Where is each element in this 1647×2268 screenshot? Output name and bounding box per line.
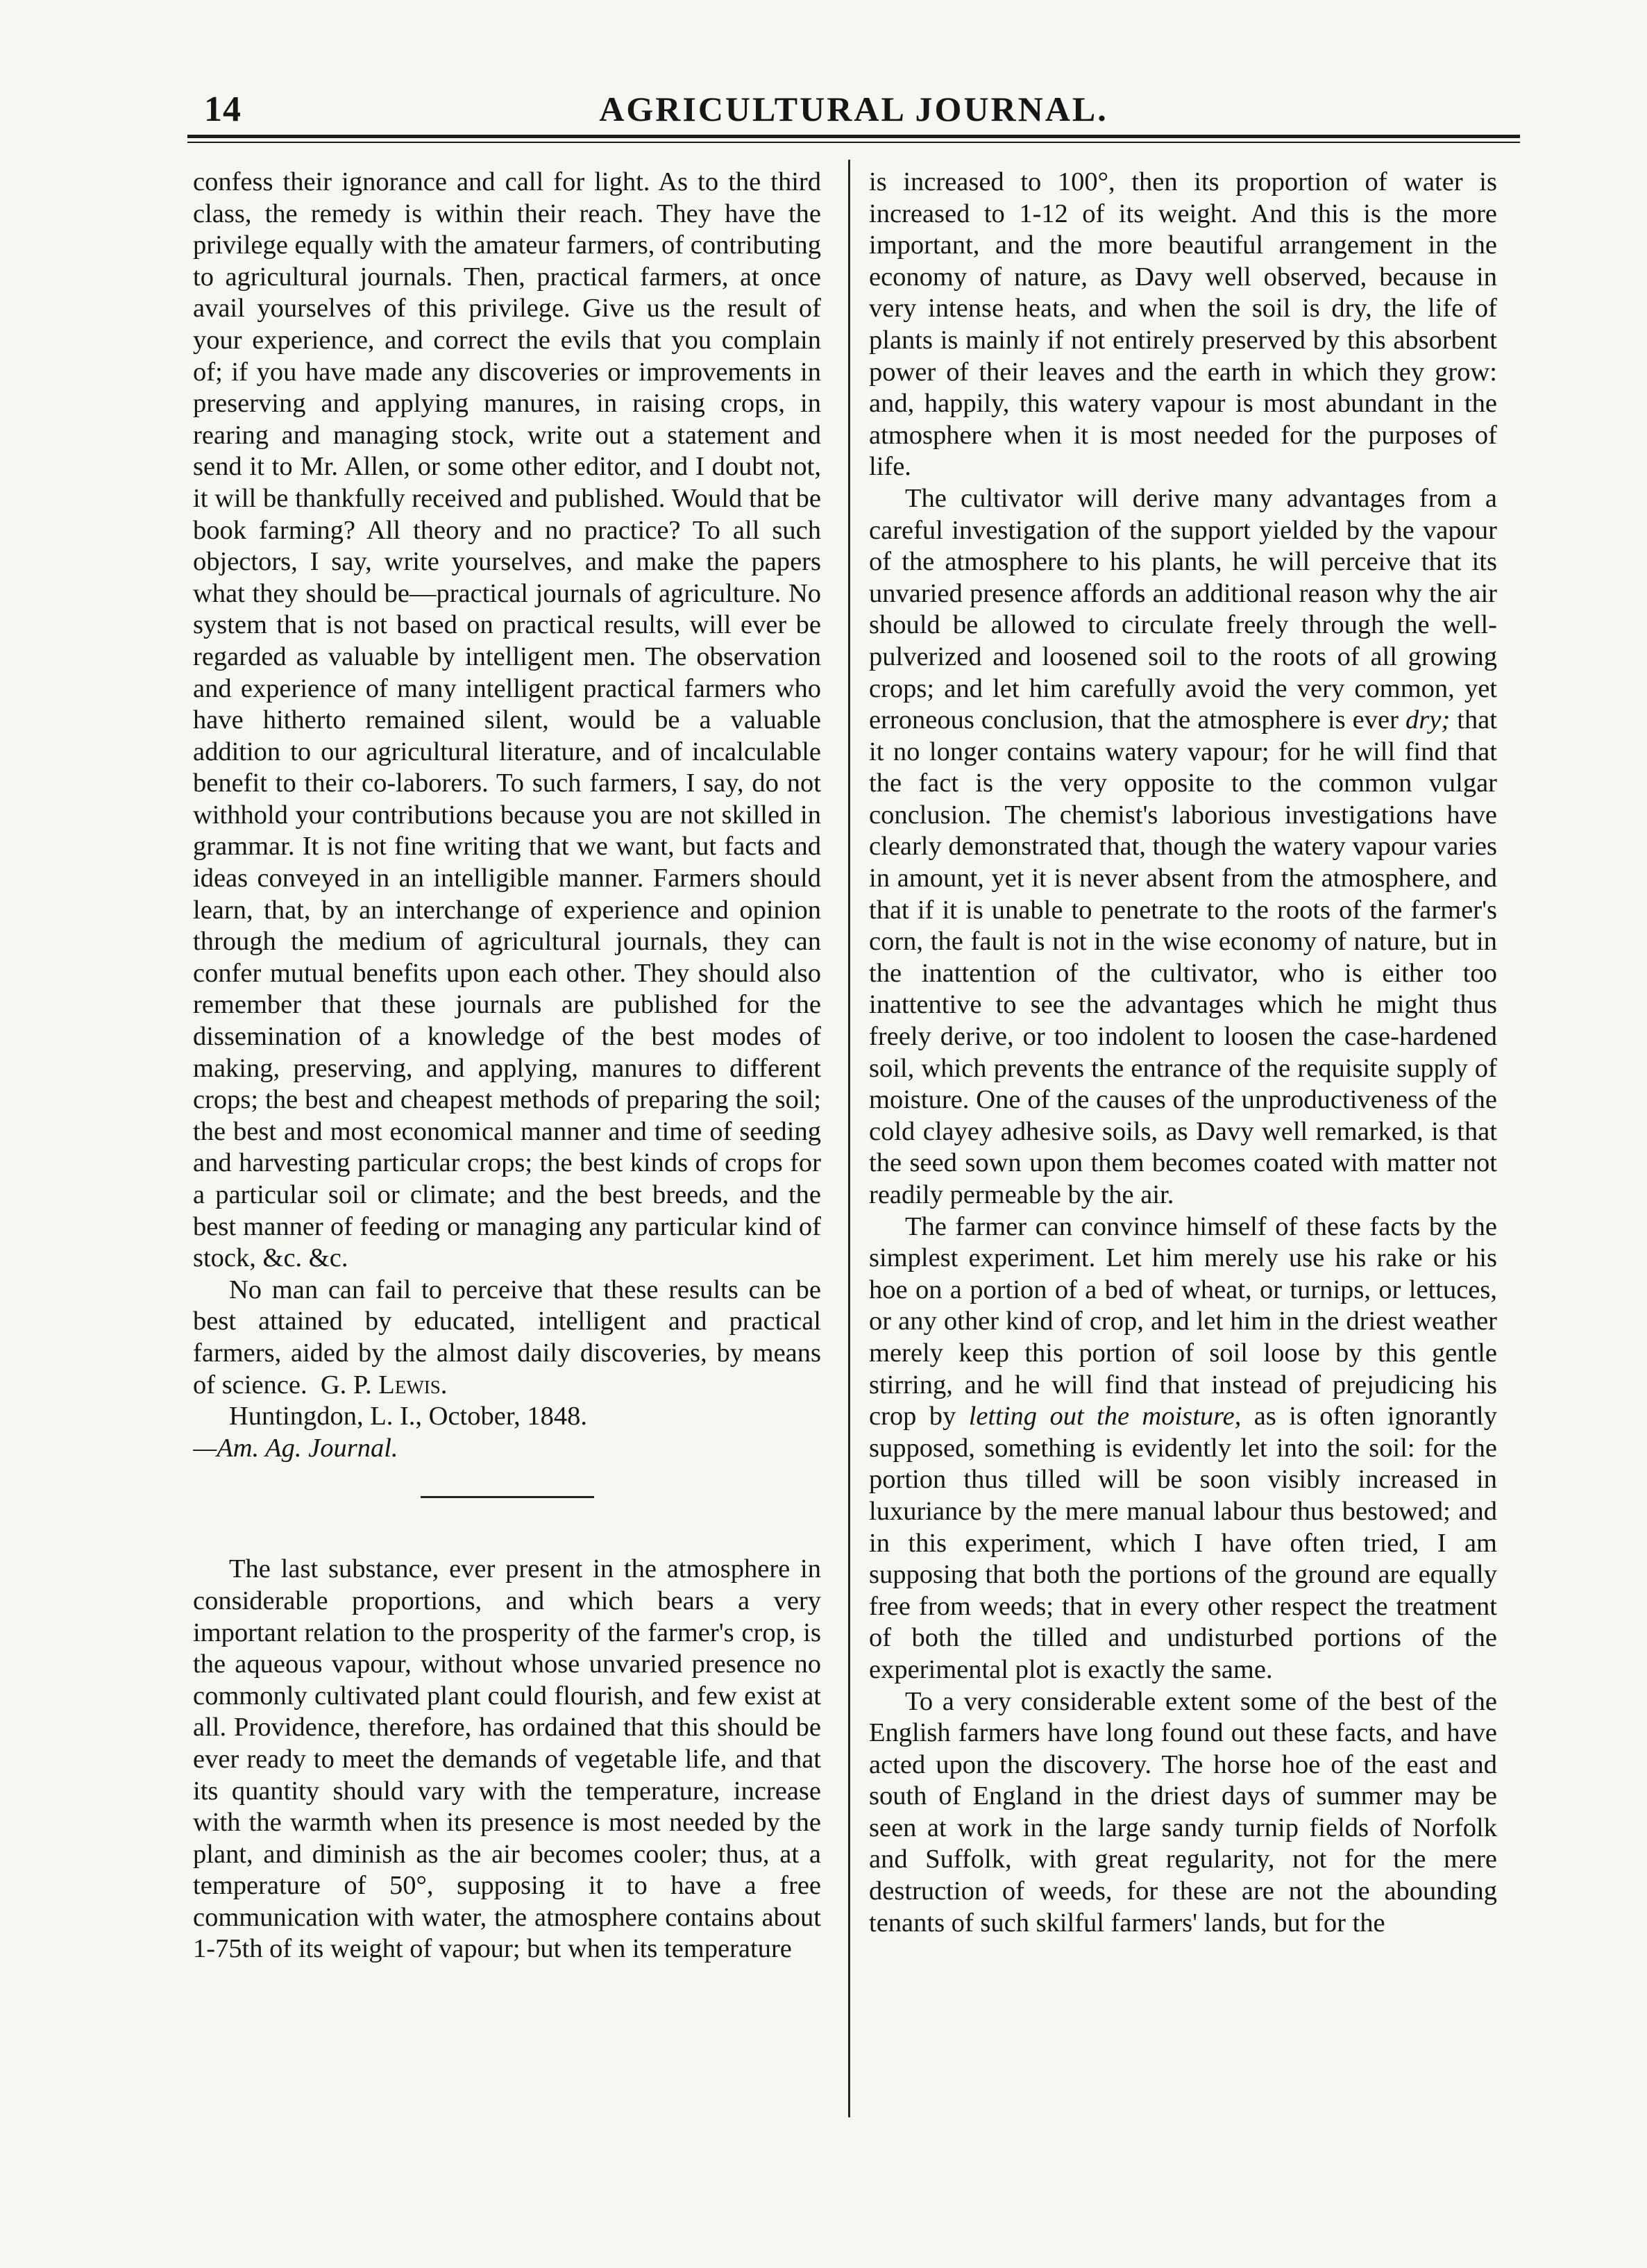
paragraph-text: that it no longer contains watery vapour; for he will find that the fact is the very opposite to the common vulgar conclusion. The chemist's laborious investigations have clearly demonstrated that, though the watery vapour varies in amount, yet it is never absent from the atmosphere, and that if it is unable to penetrate to the roots of the farmer's corn, the fault is not in the wise economy of nature, but in the inattention of the cultivator, who is either too inattentive to see the advantages which he might thus freely derive, or too indolent to loosen the case-hardened soil, which prevents the entrance of the requisite supply of moisture. One of the causes of the unproductiveness of the cold clayey adhesive soils, as Davy well remarked, is that the seed sown upon them becomes coated with matter not readily permeable by the air.: [869, 705, 1497, 1209]
paragraph-text: The cultivator will derive many advantages from a careful investigation of the support yielded by the vapour of the atmosphere to his plants, he will perceive that its unvaried presence affords an additional reason why the air should be allowed to circulate freely through the well-pulverized and loosened soil to the roots of all growing crops; and let him carefully avoid the very common, yet erroneous conclusion, that the atmosphere is ever: [869, 483, 1497, 735]
italic-text: letting out the moisture,: [968, 1402, 1242, 1431]
article-paragraph: [869, 483, 1497, 1211]
article-paragraph: is increased to 100°, then its proportion of water is increased to 1-12 of its weight. And this is the more important, and the more beautiful arrangement in the economy of nature, as Davy well observed, because in very intense heats, and when the soil is dry, the life of plants is mainly if not entirely preserved by this absorbent power of their leaves and the earth in which they grow: and, happily, this watery vapour is most abundant in the atmosphere when it is most needed for the purposes of life.: [869, 167, 1497, 482]
article-paragraph: [193, 1275, 821, 1401]
dateline: Huntingdon, L. I., October, 1848.: [229, 1402, 587, 1431]
article-paragraph: confess their ignorance and call for light. As to the third class, the remedy is within their reach. They have the privilege equally with the amateur farmers, of contributing to agricultural journals. Then, practical farmers, at once avail yourselves of this privilege. Give us the result of your experience, and correct the evils that you complain of; if you have made any discoveries or improvements in preserving and applying manures, in raising crops, in rearing and managing stock, write out a statement and send it to Mr. Allen, or some other editor, and I doubt not, it will be thankfully received and published. Would that be book farming? All theory and no practice? To all such objectors, I say, write yourselves, and make the papers what they should be—practical journals of agriculture. No system that is not based on practical results, will ever be regarded as valuable by intelligent men. The observation and experience of many intelligent practical farmers who have hitherto remained silent, would be a valuable addition to our agricultural literature, and of incalculable benefit to their co-laborers. To such farmers, I say, do not withhold your contributions because you are not skilled in grammar. It is not fine writing that we want, but facts and ideas conveyed in an intelligible manner. Farmers should learn, that, by an interchange of experience and opinion through the medium of agricultural journals, they can confer mutual benefits upon each other. They should also remember that these journals are published for the dissemination of a knowledge of the best modes of making, preserving, and applying, manures to different crops; the best and cheapest methods of preparing the soil; the best and most economical manner and time of seeding and harvesting particular crops; the best kinds of crops for a particular soil or climate; and the best breeds, and the best manner of feeding or managing any particular kind of stock, &c. &c.: [193, 167, 821, 1273]
left-column: [193, 167, 821, 2103]
source-citation: —Am. Ag. Journal.: [193, 1433, 398, 1463]
column-divider: [848, 160, 850, 2117]
page-number: 14: [204, 90, 242, 129]
author-signature: G. P. Lewis.: [320, 1370, 448, 1400]
paragraph-text: as is often ignorantly supposed, something is evidently let into the soil: for the portion thus tilled will be soon visibly increased in luxuriance by the mere manual labour thus bestowed; and in this experiment, which I have often tried, I am supposing that both the portions of the ground are equally free from weeds; that in every other respect the treatment of both the tilled and undisturbed portions of the experimental plot is exactly the same.: [869, 1402, 1497, 1684]
running-title: AGRICULTURAL JOURNAL.: [599, 90, 1108, 128]
article-paragraph: To a very considerable extent some of the best of the English farmers have long found out these facts, and have acted upon the discovery. The horse hoe of the east and south of England in the driest days of summer may be seen at work in the large sandy turnip fields of Norfolk and Suffolk, with great regularity, not for the mere destruction of weeds, for these are not the abounding tenants of such skilful farmers' lands, but for the: [869, 1686, 1497, 1938]
section-separator: [421, 1496, 594, 1498]
header-rule-thick: [187, 135, 1520, 138]
paragraph-text: The farmer can convince himself of these facts by the simplest experiment. Let him merely use his rake or his hoe on a portion of a bed of wheat, or turnips, or lettuces, or any other kind of crop, and let him in the driest weather merely keep this portion of soil loose by this gentle stirring, and he will find that instead of prejudicing his crop by: [869, 1211, 1497, 1431]
right-column: [869, 167, 1497, 2103]
page-header: [187, 89, 1520, 137]
italic-text: dry;: [1405, 705, 1451, 735]
article-paragraph: The last substance, ever present in the atmosphere in considerable proportions, and which bears a very important relation to the prosperity of the farmer's crop, is the aqueous vapour, without whose unvaried presence no commonly cultivated plant could flourish, and few exist at all. Providence, therefore, has ordained that this should be ever ready to meet the demands of vegetable life, and that its quantity should vary with the temperature, increase with the warmth when its presence is most needed by the plant, and diminish as the air becomes cooler; thus, at a temperature of 50°, supposing it to have a free communication with water, the atmosphere contains about 1-75th of its weight of vapour; but when its temperature: [193, 1554, 821, 1964]
article-paragraph: [869, 1211, 1497, 1686]
paragraph-text: No man can fail to perceive that these results can be best attained by educated, intelligent and practical farmers, aided by the almost daily discoveries, by means of science.: [193, 1275, 821, 1400]
header-rule-thin: [187, 142, 1520, 143]
